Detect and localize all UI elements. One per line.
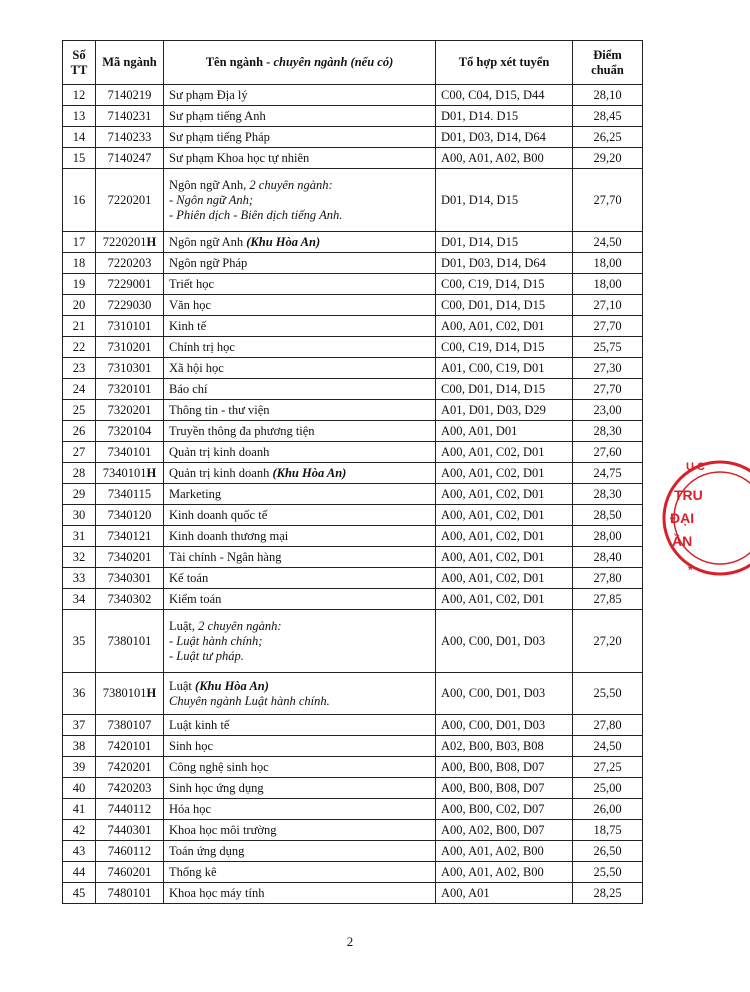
table-row	[63, 673, 643, 715]
cell-to-hop: A00, A01, C02, D01	[436, 568, 573, 589]
cell-ten-nganh: Truyền thông đa phương tiện	[164, 421, 436, 442]
cell-diem-chuan: 27,30	[573, 358, 643, 379]
table-row	[63, 463, 643, 484]
table-body	[63, 85, 643, 904]
table-row	[63, 841, 643, 862]
cell-to-hop: C00, C19, D14, D15	[436, 274, 573, 295]
header-ma-nganh: Mã ngành	[96, 41, 164, 85]
cell-stt: 14	[63, 127, 96, 148]
table-row	[63, 799, 643, 820]
cell-stt: 21	[63, 316, 96, 337]
cell-diem-chuan: 27,85	[573, 589, 643, 610]
cell-to-hop: A00, A01, C02, D01	[436, 589, 573, 610]
cell-stt: 42	[63, 820, 96, 841]
svg-text:ẦN: ẦN	[672, 533, 693, 549]
cell-to-hop: C00, D01, D14, D15	[436, 379, 573, 400]
cell-ma-nganh: 7440112	[96, 799, 164, 820]
table-row	[63, 274, 643, 295]
cell-stt: 13	[63, 106, 96, 127]
cell-ten-nganh: Kế toán	[164, 568, 436, 589]
table-row	[63, 757, 643, 778]
cell-ten-nganh: Ngôn ngữ Anh, 2 chuyên ngành: - Ngôn ngữ Anh; - Phiên dịch - Biên dịch tiếng Anh.	[164, 169, 436, 232]
table-row	[63, 253, 643, 274]
cell-to-hop: A01, C00, C19, D01	[436, 358, 573, 379]
cell-diem-chuan: 28,50	[573, 505, 643, 526]
svg-text:Ụ C: Ụ C	[686, 461, 705, 473]
cell-ma-nganh: 7140233	[96, 127, 164, 148]
table-header-row	[63, 41, 643, 85]
table-row	[63, 169, 643, 232]
cell-stt: 19	[63, 274, 96, 295]
cell-ma-nganh: 7140219	[96, 85, 164, 106]
cell-diem-chuan: 29,20	[573, 148, 643, 169]
cell-ten-nganh: Khoa học máy tính	[164, 883, 436, 904]
table-row	[63, 400, 643, 421]
cell-to-hop: A00, A01, A02, B00	[436, 148, 573, 169]
cell-diem-chuan: 24,50	[573, 736, 643, 757]
cell-stt: 44	[63, 862, 96, 883]
cell-to-hop: A00, A01, C02, D01	[436, 547, 573, 568]
cell-ten-nganh: Xã hội học	[164, 358, 436, 379]
table-row	[63, 862, 643, 883]
cell-ten-nganh: Luật, 2 chuyên ngành: - Luật hành chính; - Luật tư pháp.	[164, 610, 436, 673]
cell-ma-nganh: 7229001	[96, 274, 164, 295]
cell-diem-chuan: 18,00	[573, 253, 643, 274]
cell-diem-chuan: 27,70	[573, 316, 643, 337]
cell-stt: 27	[63, 442, 96, 463]
cell-stt: 37	[63, 715, 96, 736]
cell-diem-chuan: 27,20	[573, 610, 643, 673]
cell-to-hop: A00, A01, C02, D01	[436, 484, 573, 505]
cell-ma-nganh: 7229030	[96, 295, 164, 316]
cell-to-hop: D01, D03, D14, D64	[436, 127, 573, 148]
cell-stt: 16	[63, 169, 96, 232]
cell-to-hop: A00, B00, B08, D07	[436, 757, 573, 778]
header-stt: Số TT	[63, 41, 96, 85]
cell-stt: 22	[63, 337, 96, 358]
cell-diem-chuan: 26,00	[573, 799, 643, 820]
cell-ma-nganh: 7340301	[96, 568, 164, 589]
admission-score-table	[62, 40, 643, 904]
cell-diem-chuan: 27,80	[573, 715, 643, 736]
cell-ma-nganh: 7480101	[96, 883, 164, 904]
table-row	[63, 316, 643, 337]
cell-ma-nganh: 7380107	[96, 715, 164, 736]
table-row	[63, 589, 643, 610]
cell-ma-nganh: 7460112	[96, 841, 164, 862]
table-row	[63, 85, 643, 106]
cell-ma-nganh: 7310201	[96, 337, 164, 358]
cell-ten-nganh: Triết học	[164, 274, 436, 295]
cell-ten-nganh: Ngôn ngữ Anh (Khu Hòa An)	[164, 232, 436, 253]
table-row	[63, 820, 643, 841]
cell-diem-chuan: 27,70	[573, 169, 643, 232]
cell-ten-nganh: Kinh tế	[164, 316, 436, 337]
cell-ma-nganh: 7440301	[96, 820, 164, 841]
cell-stt: 20	[63, 295, 96, 316]
cell-to-hop: C00, C19, D14, D15	[436, 337, 573, 358]
cell-to-hop: A00, A01, C02, D01	[436, 442, 573, 463]
cell-ma-nganh: 7380101	[96, 610, 164, 673]
cell-ten-nganh: Luật kinh tế	[164, 715, 436, 736]
cell-ten-nganh: Thống kê	[164, 862, 436, 883]
table-row	[63, 736, 643, 757]
header-diem-chuan: Điểm chuẩn	[573, 41, 643, 85]
table-row	[63, 337, 643, 358]
cell-diem-chuan: 26,25	[573, 127, 643, 148]
cell-diem-chuan: 25,00	[573, 778, 643, 799]
table-row	[63, 715, 643, 736]
cell-stt: 39	[63, 757, 96, 778]
cell-ten-nganh: Toán ứng dụng	[164, 841, 436, 862]
table-row	[63, 505, 643, 526]
cell-diem-chuan: 28,25	[573, 883, 643, 904]
cell-to-hop: A00, A01, D01	[436, 421, 573, 442]
cell-diem-chuan: 28,10	[573, 85, 643, 106]
cell-to-hop: A00, A01, A02, B00	[436, 841, 573, 862]
cell-stt: 29	[63, 484, 96, 505]
svg-text:*: *	[688, 563, 693, 577]
cell-ma-nganh: 7420201	[96, 757, 164, 778]
cell-stt: 31	[63, 526, 96, 547]
cell-stt: 18	[63, 253, 96, 274]
cell-to-hop: A00, A01, A02, B00	[436, 862, 573, 883]
cell-diem-chuan: 28,00	[573, 526, 643, 547]
cell-ten-nganh: Thông tin - thư viện	[164, 400, 436, 421]
cell-diem-chuan: 25,50	[573, 673, 643, 715]
cell-ma-nganh: 7340101H	[96, 463, 164, 484]
cell-ma-nganh: 7310301	[96, 358, 164, 379]
cell-ten-nganh: Kinh doanh thương mại	[164, 526, 436, 547]
cell-ten-nganh: Chính trị học	[164, 337, 436, 358]
cell-ma-nganh: 7140247	[96, 148, 164, 169]
cell-stt: 45	[63, 883, 96, 904]
cell-ma-nganh: 7340120	[96, 505, 164, 526]
cell-stt: 32	[63, 547, 96, 568]
table-row	[63, 442, 643, 463]
cell-ten-nganh: Sư phạm tiếng Pháp	[164, 127, 436, 148]
page-number: 2	[346, 934, 354, 949]
header-to-hop: Tổ hợp xét tuyển	[436, 41, 573, 85]
cell-stt: 26	[63, 421, 96, 442]
cell-ma-nganh: 7340201	[96, 547, 164, 568]
cell-stt: 17	[63, 232, 96, 253]
table-row	[63, 484, 643, 505]
cell-ten-nganh: Kiểm toán	[164, 589, 436, 610]
cell-diem-chuan: 28,30	[573, 421, 643, 442]
cell-ma-nganh: 7220201	[96, 169, 164, 232]
cell-to-hop: A00, A01, C02, D01	[436, 526, 573, 547]
cell-to-hop: A00, A01, C02, D01	[436, 505, 573, 526]
cell-stt: 35	[63, 610, 96, 673]
cell-to-hop: A00, C00, D01, D03	[436, 610, 573, 673]
cell-stt: 23	[63, 358, 96, 379]
cell-ten-nganh: Luật (Khu Hòa An) Chuyên ngành Luật hành chính.	[164, 673, 436, 715]
cell-ma-nganh: 7310101	[96, 316, 164, 337]
cell-diem-chuan: 27,60	[573, 442, 643, 463]
cell-to-hop: A00, A01	[436, 883, 573, 904]
cell-to-hop: C00, C04, D15, D44	[436, 85, 573, 106]
table-row	[63, 610, 643, 673]
cell-ten-nganh: Kinh doanh quốc tế	[164, 505, 436, 526]
table-row	[63, 358, 643, 379]
cell-stt: 33	[63, 568, 96, 589]
cell-stt: 34	[63, 589, 96, 610]
cell-diem-chuan: 27,10	[573, 295, 643, 316]
cell-diem-chuan: 24,75	[573, 463, 643, 484]
cell-to-hop: A00, A01, C02, D01	[436, 463, 573, 484]
cell-ma-nganh: 7420203	[96, 778, 164, 799]
cell-diem-chuan: 18,75	[573, 820, 643, 841]
cell-diem-chuan: 18,00	[573, 274, 643, 295]
cell-to-hop: C00, D01, D14, D15	[436, 295, 573, 316]
cell-to-hop: D01, D14, D15	[436, 169, 573, 232]
cell-diem-chuan: 25,75	[573, 337, 643, 358]
cell-ma-nganh: 7320201	[96, 400, 164, 421]
cell-to-hop: D01, D14, D15	[436, 232, 573, 253]
header-ten-nganh: Tên ngành - chuyên ngành (nếu có)	[164, 41, 436, 85]
cell-ten-nganh: Khoa học môi trường	[164, 820, 436, 841]
cell-stt: 28	[63, 463, 96, 484]
svg-text:ĐẠI: ĐẠI	[670, 510, 695, 526]
table-row	[63, 421, 643, 442]
table-row	[63, 232, 643, 253]
cell-ten-nganh: Sư phạm Địa lý	[164, 85, 436, 106]
cell-stt: 36	[63, 673, 96, 715]
cell-diem-chuan: 27,80	[573, 568, 643, 589]
table-row	[63, 295, 643, 316]
table-row	[63, 883, 643, 904]
table-row	[63, 778, 643, 799]
cell-stt: 12	[63, 85, 96, 106]
cell-ten-nganh: Báo chí	[164, 379, 436, 400]
cell-stt: 25	[63, 400, 96, 421]
table-row	[63, 568, 643, 589]
cell-ma-nganh: 7140231	[96, 106, 164, 127]
cell-ten-nganh: Ngôn ngữ Pháp	[164, 253, 436, 274]
cell-ma-nganh: 7320104	[96, 421, 164, 442]
cell-to-hop: A00, B00, C02, D07	[436, 799, 573, 820]
cell-stt: 43	[63, 841, 96, 862]
cell-diem-chuan: 25,50	[573, 862, 643, 883]
table-row	[63, 379, 643, 400]
table-row	[63, 547, 643, 568]
table-row	[63, 127, 643, 148]
cell-ma-nganh: 7320101	[96, 379, 164, 400]
cell-ten-nganh: Hóa học	[164, 799, 436, 820]
cell-ten-nganh: Sinh học ứng dụng	[164, 778, 436, 799]
cell-to-hop: A01, D01, D03, D29	[436, 400, 573, 421]
cell-diem-chuan: 28,40	[573, 547, 643, 568]
cell-ma-nganh: 7340101	[96, 442, 164, 463]
table-row	[63, 148, 643, 169]
cell-ma-nganh: 7340121	[96, 526, 164, 547]
cell-ma-nganh: 7420101	[96, 736, 164, 757]
cell-ten-nganh: Tài chính - Ngân hàng	[164, 547, 436, 568]
cell-diem-chuan: 26,50	[573, 841, 643, 862]
svg-text:TRU: TRU	[674, 487, 703, 503]
cell-to-hop: A00, C00, D01, D03	[436, 673, 573, 715]
cell-ten-nganh: Sinh học	[164, 736, 436, 757]
cell-stt: 15	[63, 148, 96, 169]
cell-ten-nganh: Văn học	[164, 295, 436, 316]
cell-diem-chuan: 28,45	[573, 106, 643, 127]
cell-ten-nganh: Quản trị kinh doanh	[164, 442, 436, 463]
cell-ma-nganh: 7220201H	[96, 232, 164, 253]
cell-ten-nganh: Quản trị kinh doanh (Khu Hòa An)	[164, 463, 436, 484]
cell-ten-nganh: Sư phạm Khoa học tự nhiên	[164, 148, 436, 169]
cell-ma-nganh: 7380101H	[96, 673, 164, 715]
cell-stt: 24	[63, 379, 96, 400]
cell-ma-nganh: 7340115	[96, 484, 164, 505]
cell-to-hop: D01, D03, D14, D64	[436, 253, 573, 274]
cell-to-hop: A00, A01, C02, D01	[436, 316, 573, 337]
cell-stt: 40	[63, 778, 96, 799]
cell-ten-nganh: Marketing	[164, 484, 436, 505]
cell-to-hop: A00, C00, D01, D03	[436, 715, 573, 736]
cell-stt: 30	[63, 505, 96, 526]
cell-ma-nganh: 7460201	[96, 862, 164, 883]
cell-to-hop: D01, D14. D15	[436, 106, 573, 127]
cell-ten-nganh: Công nghệ sinh học	[164, 757, 436, 778]
cell-ten-nganh: Sư phạm tiếng Anh	[164, 106, 436, 127]
cell-to-hop: A00, B00, B08, D07	[436, 778, 573, 799]
table-row	[63, 106, 643, 127]
cell-stt: 41	[63, 799, 96, 820]
cell-ma-nganh: 7340302	[96, 589, 164, 610]
cell-to-hop: A00, A02, B00, D07	[436, 820, 573, 841]
cell-to-hop: A02, B00, B03, B08	[436, 736, 573, 757]
cell-diem-chuan: 28,30	[573, 484, 643, 505]
cell-diem-chuan: 27,25	[573, 757, 643, 778]
cell-ma-nganh: 7220203	[96, 253, 164, 274]
red-seal-stamp	[660, 448, 750, 588]
table-row	[63, 526, 643, 547]
cell-diem-chuan: 24,50	[573, 232, 643, 253]
cell-diem-chuan: 23,00	[573, 400, 643, 421]
cell-diem-chuan: 27,70	[573, 379, 643, 400]
cell-stt: 38	[63, 736, 96, 757]
